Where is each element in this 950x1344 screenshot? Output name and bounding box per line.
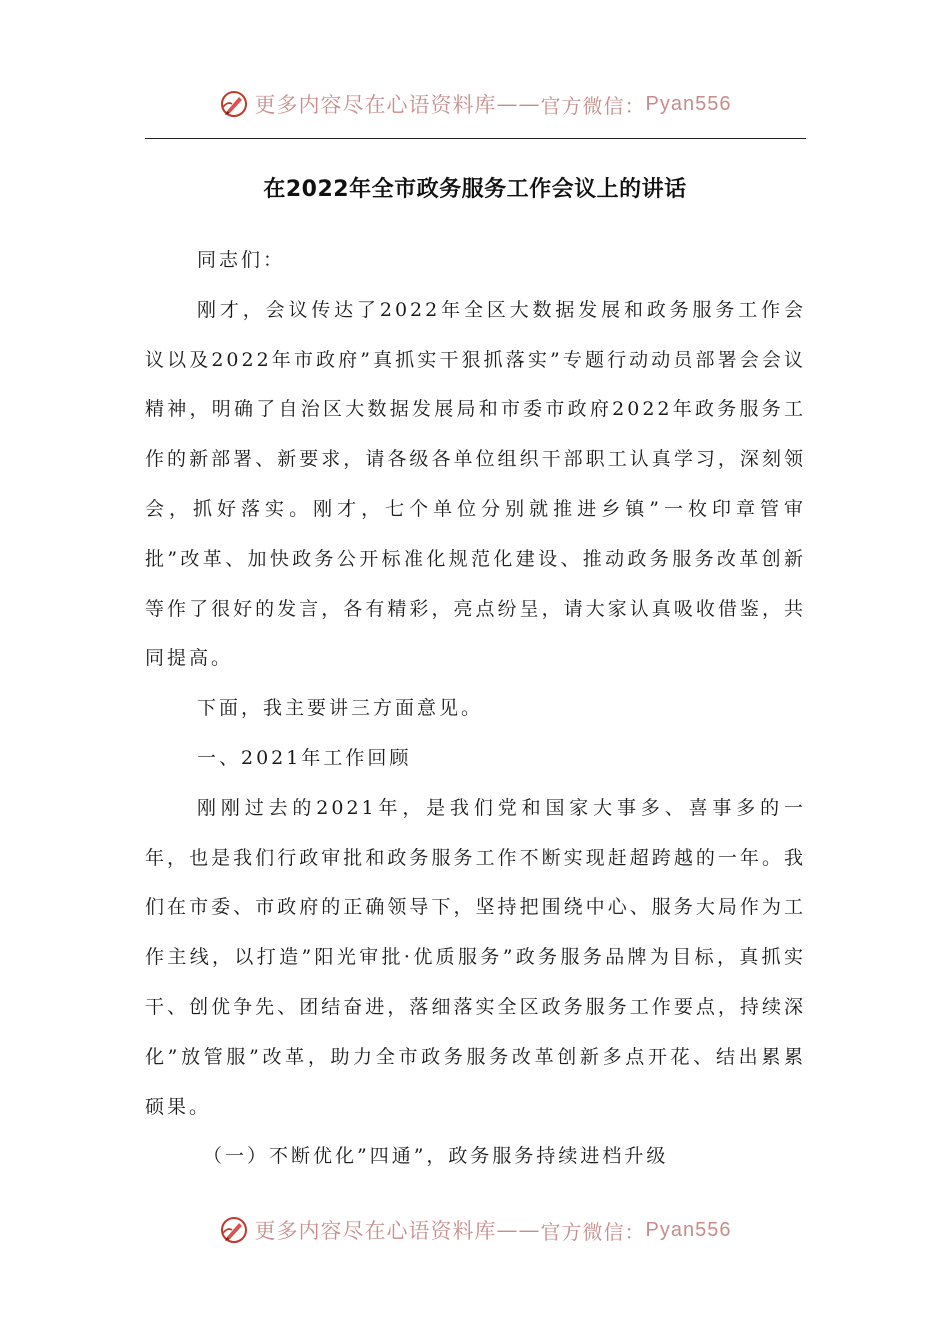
pen-logo-icon bbox=[219, 89, 249, 119]
body-paragraph: 刚才，会议传达了2022年全区大数据发展和政务服务工作会议以及2022年市政府”真抓实干狠抓落实”专题行动动员部署会会议精神，明确了自治区大数据发展局和市委市政府2022年政务服务工作的新部署、新要求，请各级各单位组织干部职工认真学习，深刻领会，抓好落实。刚才，七个单位分别就推进乡镇”一枚印章管审批”改革、加快政务公开标准化规范化建设、推动政务服务改革创新等作了很好的发言，各有精彩，亮点纷呈，请大家认真吸收借鉴，共同提高。 bbox=[145, 298, 806, 670]
watermark-separator: —— bbox=[496, 92, 541, 116]
watermark-brand-text: 更多内容尽在心语资料库 bbox=[254, 1219, 497, 1243]
subsection-heading: （一）不断优化”四通”，政务服务持续进档升级 bbox=[203, 1145, 669, 1168]
section-heading: 一、2021年工作回顾 bbox=[197, 746, 412, 769]
document-body bbox=[145, 236, 806, 1182]
pen-logo-icon bbox=[219, 1215, 249, 1245]
watermark-separator: —— bbox=[496, 1218, 541, 1242]
watermark-brand-text: 更多内容尽在心语资料库 bbox=[254, 93, 497, 117]
watermark-contact-label: 官方微信： bbox=[540, 93, 646, 118]
greeting: 同志们： bbox=[197, 249, 286, 271]
watermark-contact-label: 官方微信： bbox=[540, 1219, 646, 1244]
watermark-wechat-id: Pyan556 bbox=[645, 1218, 732, 1241]
watermark-banner-bottom bbox=[0, 1210, 950, 1250]
watermark-wechat-id: Pyan556 bbox=[645, 92, 732, 115]
watermark-banner-top bbox=[0, 84, 950, 124]
body-paragraph: 刚刚过去的2021年，是我们党和国家大事多、喜事多的一年，也是我们行政审批和政务服务工作不断实现赶超跨越的一年。我们在市委、市政府的正确领导下，坚持把围绕中心、服务大局作为工作主线，以打造”阳光审批·优质服务”政务服务品牌为目标，真抓实干、创优争先、团结奋进，落细落实全区政务服务工作要点，持续深化”放管服”改革，助力全市政务服务改革创新多点开花、结出累累硕果。 bbox=[145, 796, 806, 1118]
body-paragraph: 下面，我主要讲三方面意见。 bbox=[197, 697, 484, 720]
header-divider bbox=[145, 138, 806, 139]
document-title: 在2022年全市政务服务工作会议上的讲话 bbox=[263, 177, 687, 202]
